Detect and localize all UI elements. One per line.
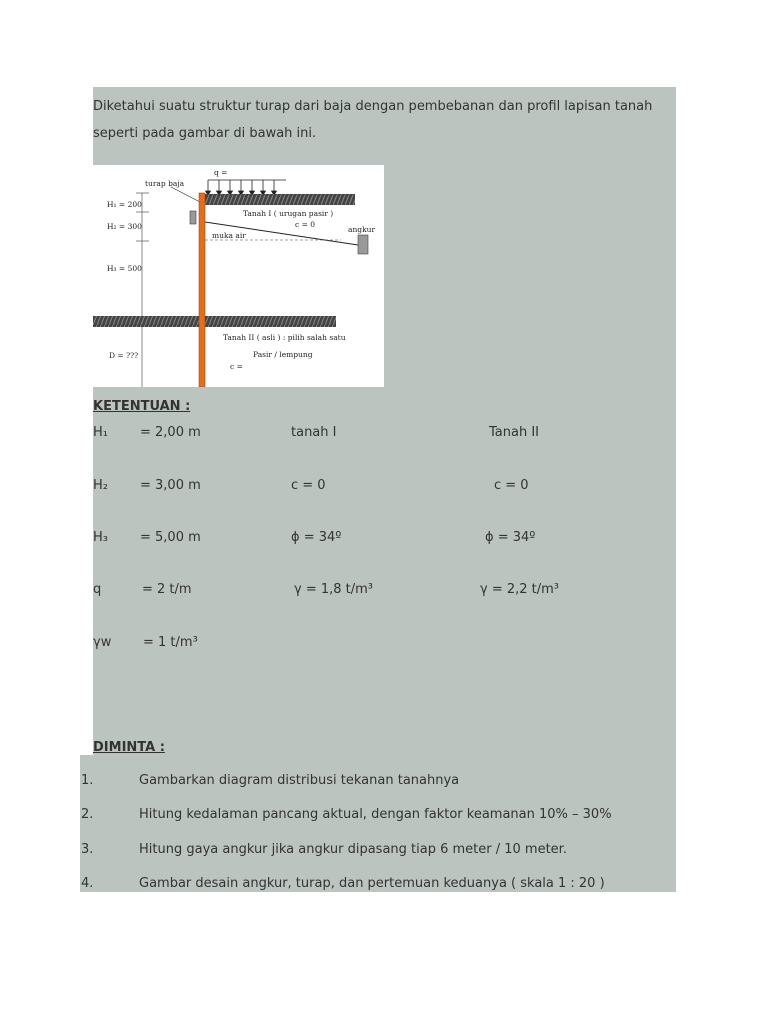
angkur-label: angkur xyxy=(348,225,376,234)
row-sym: H₃ xyxy=(93,530,108,545)
row-tanah1: γ = 1,8 t/m³ xyxy=(294,582,374,597)
ground-surface-hatch xyxy=(205,194,355,205)
row-sym: γw xyxy=(93,635,112,650)
row-tanah2: ϕ = 34º xyxy=(485,530,536,545)
muka-air-label: muka air xyxy=(212,231,246,240)
row-val: = 3,00 m xyxy=(140,478,201,493)
intro-line-2: seperti pada gambar di bawah ini. xyxy=(93,126,317,141)
list-item-text: Gambar desain angkur, turap, dan pertemuan keduanya ( skala 1 : 20 ) xyxy=(139,876,605,891)
tanah1-label: Tanah I ( urugan pasir ) xyxy=(243,209,334,218)
row-val: = 1 t/m³ xyxy=(143,635,198,650)
row-val: = 2 t/m xyxy=(142,582,192,597)
h1-label: H₁ = 200 xyxy=(107,200,142,209)
sheet-pile xyxy=(199,193,205,387)
sheet-pile-diagram xyxy=(93,165,384,387)
intro-line-1: Diketahui suatu struktur turap dari baja dengan pembebanan dan profil lapisan tanah xyxy=(93,99,653,114)
anchor-block xyxy=(358,235,368,254)
turap-label: turap baja xyxy=(145,179,185,188)
row-val: = 2,00 m xyxy=(140,425,201,440)
row-tanah1: c = 0 xyxy=(291,478,326,493)
row-sym: H₁ xyxy=(93,425,108,440)
h2-label: H₂ = 300 xyxy=(107,222,142,231)
list-item-text: Hitung kedalaman pancang aktual, dengan faktor keamanan 10% – 30% xyxy=(139,807,612,822)
row-tanah1: tanah I xyxy=(291,425,337,440)
row-sym: q xyxy=(93,582,102,597)
list-item-number: 2. xyxy=(81,807,94,822)
ketentuan-heading: KETENTUAN : xyxy=(93,399,191,414)
pasir-label: Pasir / lempung xyxy=(253,350,313,359)
row-sym: H₂ xyxy=(93,478,108,493)
q-label: q = xyxy=(214,168,228,177)
tanah2-label: Tanah II ( asli ) : pilih salah satu xyxy=(223,333,346,342)
list-item-text: Hitung gaya angkur jika angkur dipasang tiap 6 meter / 10 meter. xyxy=(139,842,567,857)
row-tanah2: γ = 2,2 t/m³ xyxy=(480,582,560,597)
list-item-number: 1. xyxy=(81,773,94,788)
list-item-text: Gambarkan diagram distribusi tekanan tanahnya xyxy=(139,773,460,788)
row-tanah2: Tanah II xyxy=(489,425,540,440)
row-val: = 5,00 m xyxy=(140,530,201,545)
d-label: D = ??? xyxy=(109,351,139,360)
diminta-heading: DIMINTA : xyxy=(93,740,165,755)
sheet-pile-figure xyxy=(93,165,384,387)
c-label: c = xyxy=(230,362,243,371)
c0-label: c = 0 xyxy=(295,220,316,229)
list-item-number: 3. xyxy=(81,842,94,857)
row-tanah2: c = 0 xyxy=(494,478,529,493)
row-tanah1: ϕ = 34º xyxy=(291,530,342,545)
h3-label: H₃ = 500 xyxy=(107,264,142,273)
layer-boundary-hatch xyxy=(93,316,336,327)
list-item-number: 4. xyxy=(81,876,94,891)
load-arrows xyxy=(206,180,277,195)
anchor-head xyxy=(190,211,196,224)
